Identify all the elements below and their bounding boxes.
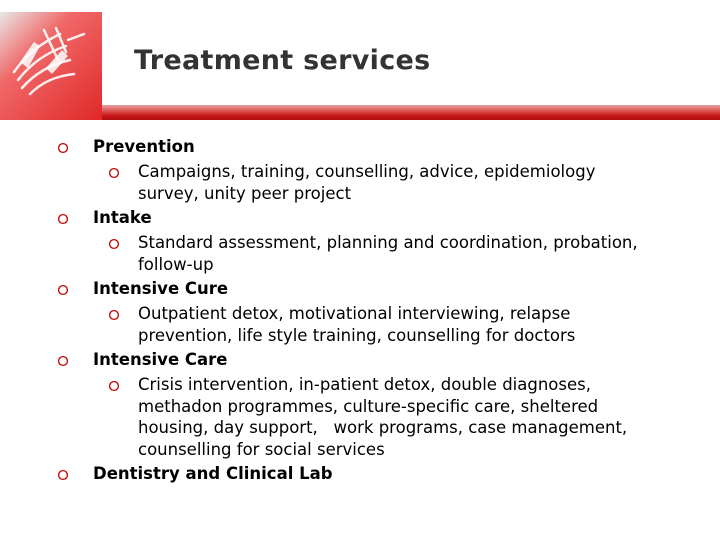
list-item [0, 136, 720, 204]
list-item-heading [0, 136, 720, 158]
list-item-label: Dentistry and Clinical Lab [93, 464, 333, 483]
list-item-heading [0, 349, 720, 371]
circle-bullet-icon [57, 355, 69, 367]
list-item-heading [0, 463, 720, 485]
list-item-detail [0, 374, 720, 460]
list-item-detail [0, 161, 720, 204]
list-item-detail-text: Campaigns, training, counselling, advice, epidemiology survey, unity peer project [138, 162, 596, 203]
circle-bullet-icon [108, 380, 120, 392]
list-item [0, 207, 720, 275]
list-item-detail-text: Crisis intervention, in-patient detox, double diagnoses, methadon programmes, culture-specific care, sheltered housing, day support, work programs, case management, counselling for social services [138, 375, 633, 459]
list-item-detail-text: Outpatient detox, motivational interviewing, relapse prevention, life style training, counselling for doctors [138, 304, 576, 345]
list-item-detail [0, 232, 720, 275]
list-item-label: Intake [93, 208, 152, 227]
list-item-label: Intensive Cure [93, 279, 229, 298]
list-item-heading [0, 207, 720, 229]
list-item-label: Prevention [93, 137, 195, 156]
bullet-list [0, 136, 720, 485]
circle-bullet-icon [108, 309, 120, 321]
circle-bullet-icon [57, 142, 69, 154]
list-item-detail [0, 303, 720, 346]
list-item-detail-text: Standard assessment, planning and coordination, probation, follow-up [138, 233, 638, 274]
slide-title: Treatment services [134, 45, 431, 76]
list-item [0, 349, 720, 460]
circle-bullet-icon [108, 167, 120, 179]
header-divider-bar [102, 105, 720, 120]
circle-bullet-icon [57, 469, 69, 481]
list-item-heading [0, 278, 720, 300]
list-item [0, 463, 720, 485]
list-item [0, 278, 720, 346]
list-item-label: Intensive Care [93, 350, 228, 369]
circle-bullet-icon [57, 213, 69, 225]
logo-graphic [0, 12, 102, 120]
circle-bullet-icon [57, 284, 69, 296]
circle-bullet-icon [108, 238, 120, 250]
logo [0, 12, 102, 120]
